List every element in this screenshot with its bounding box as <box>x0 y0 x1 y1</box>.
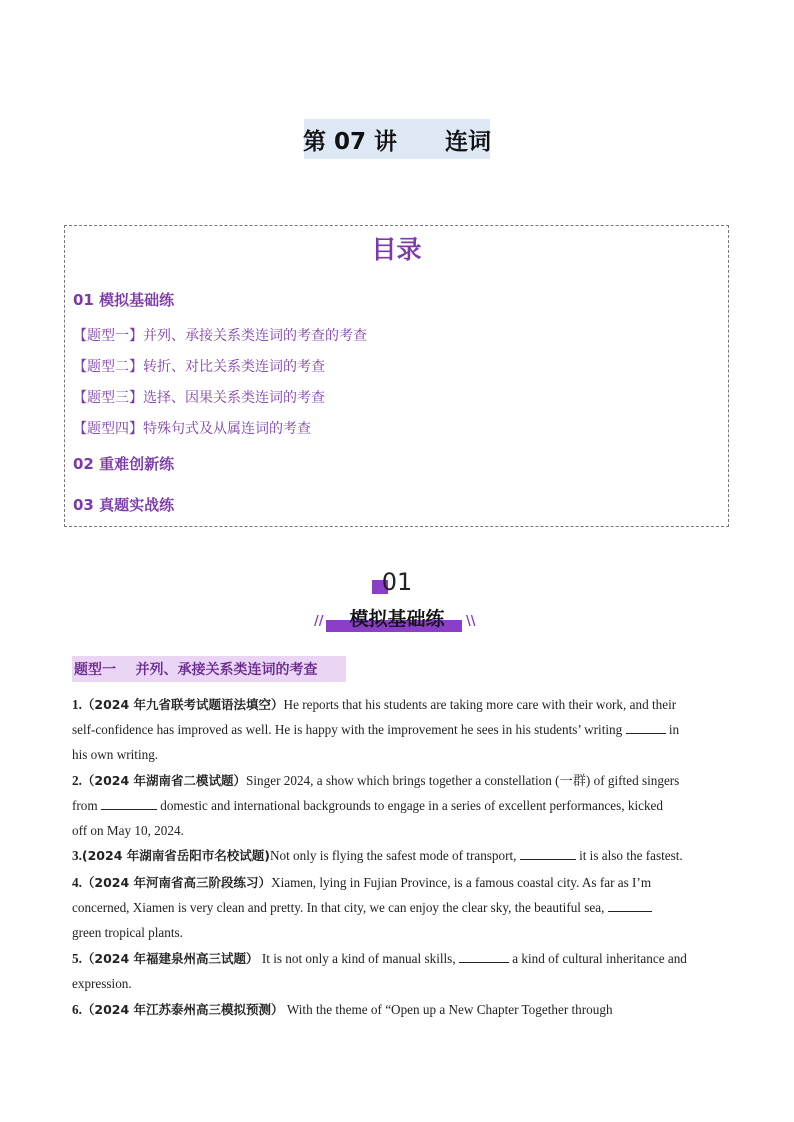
question-line <box>72 895 723 920</box>
question-text: domestic and international backgrounds to engage in a series of excellent performances, kicked <box>156 798 664 813</box>
toc-section-2[interactable]: 02 重难创新练 <box>73 455 175 473</box>
question-1 <box>72 692 723 767</box>
question-line <box>72 971 723 996</box>
lecture-title-box <box>304 119 490 159</box>
answer-blank[interactable] <box>520 847 576 860</box>
question-text: self-confidence has improved as well. He is happy with the improvement he sees in his students’ writing <box>72 722 626 737</box>
section-title: 模拟基础练 <box>349 608 445 630</box>
toc-subitem-1[interactable]: 【题型一】并列、承接关系类连词的考查的考查 <box>73 328 367 344</box>
question-6 <box>72 997 723 1022</box>
question-text: It is not only a kind of manual skills, <box>258 951 459 966</box>
question-source: (2024 年湖南省岳阳市名校试题) <box>81 848 270 863</box>
question-number: 2. <box>72 773 82 788</box>
question-text: it is also the fastest. <box>575 848 683 863</box>
question-text: from <box>72 798 101 813</box>
question-text: green tropical plants. <box>72 925 183 940</box>
toc-heading: 目录 <box>371 235 422 264</box>
question-text: He reports that his students are taking more care with their work, and their <box>283 697 677 712</box>
toc-subitem-4[interactable]: 【题型四】特殊句式及从属连词的考查 <box>73 421 311 437</box>
question-number: 1. <box>72 697 82 712</box>
section-number: 01 <box>381 568 413 596</box>
answer-blank[interactable] <box>608 899 652 912</box>
question-text: expression. <box>72 976 132 991</box>
question-line <box>72 768 723 793</box>
question-text: Xiamen, lying in Fujian Province, is a famous coastal city. As far as I’m <box>271 875 652 890</box>
question-text: concerned, Xiamen is very clean and pretty. In that city, we can enjoy the clear sky, the beautiful sea, <box>72 900 608 915</box>
question-source: （2024 年江苏泰州高三模拟预测） <box>81 1002 284 1017</box>
question-number: 6. <box>72 1002 82 1017</box>
question-line <box>72 920 723 945</box>
question-text: his own writing. <box>72 747 159 762</box>
question-text: Not only is flying the safest mode of transport, <box>269 848 520 863</box>
question-number: 4. <box>72 875 82 890</box>
question-text: With the theme of “Open up a New Chapter Together through <box>283 1002 613 1017</box>
question-text: Singer 2024, a show which brings together a constellation (一群) of gifted singers <box>246 773 680 788</box>
question-line <box>72 870 723 895</box>
question-line <box>72 717 723 742</box>
question-3 <box>72 843 723 868</box>
toc-subitem-2[interactable]: 【题型二】转折、对比关系类连词的考查 <box>73 359 325 375</box>
question-number: 3. <box>72 848 82 863</box>
question-number: 5. <box>72 951 82 966</box>
question-text: off on May 10, 2024. <box>72 823 184 838</box>
question-line <box>72 742 723 767</box>
question-line <box>72 818 723 843</box>
question-line <box>72 793 723 818</box>
answer-blank[interactable] <box>459 950 509 963</box>
lecture-title: 第 07 讲 连词 <box>302 128 492 155</box>
answer-blank[interactable] <box>101 797 157 810</box>
question-type-label: 题型一 并列、承接关系类连词的考查 <box>74 662 318 678</box>
question-source: （2024 年湖南省二模试题） <box>81 773 247 788</box>
question-type-heading <box>72 656 346 682</box>
question-line <box>72 946 723 971</box>
toc-section-3[interactable]: 03 真题实战练 <box>73 496 175 514</box>
question-line <box>72 692 723 717</box>
question-2 <box>72 768 723 843</box>
answer-blank[interactable] <box>626 721 666 734</box>
left-slash-decoration: // <box>314 614 324 629</box>
right-slash-decoration: \\ <box>466 614 476 629</box>
question-text: in <box>665 722 680 737</box>
question-5 <box>72 946 723 996</box>
question-source: （2024 年九省联考试题语法填空） <box>81 697 284 712</box>
table-of-contents <box>64 225 729 527</box>
question-text: a kind of cultural inheritance and <box>508 951 687 966</box>
toc-section-1[interactable]: 01 模拟基础练 <box>73 291 175 309</box>
question-source: （2024 年河南省高三阶段练习） <box>81 875 272 890</box>
question-source: （2024 年福建泉州高三试题） <box>81 951 259 966</box>
question-line <box>72 997 723 1022</box>
question-4 <box>72 870 723 945</box>
question-line <box>72 843 723 868</box>
toc-subitem-3[interactable]: 【题型三】选择、因果关系类连词的考查 <box>73 390 325 406</box>
